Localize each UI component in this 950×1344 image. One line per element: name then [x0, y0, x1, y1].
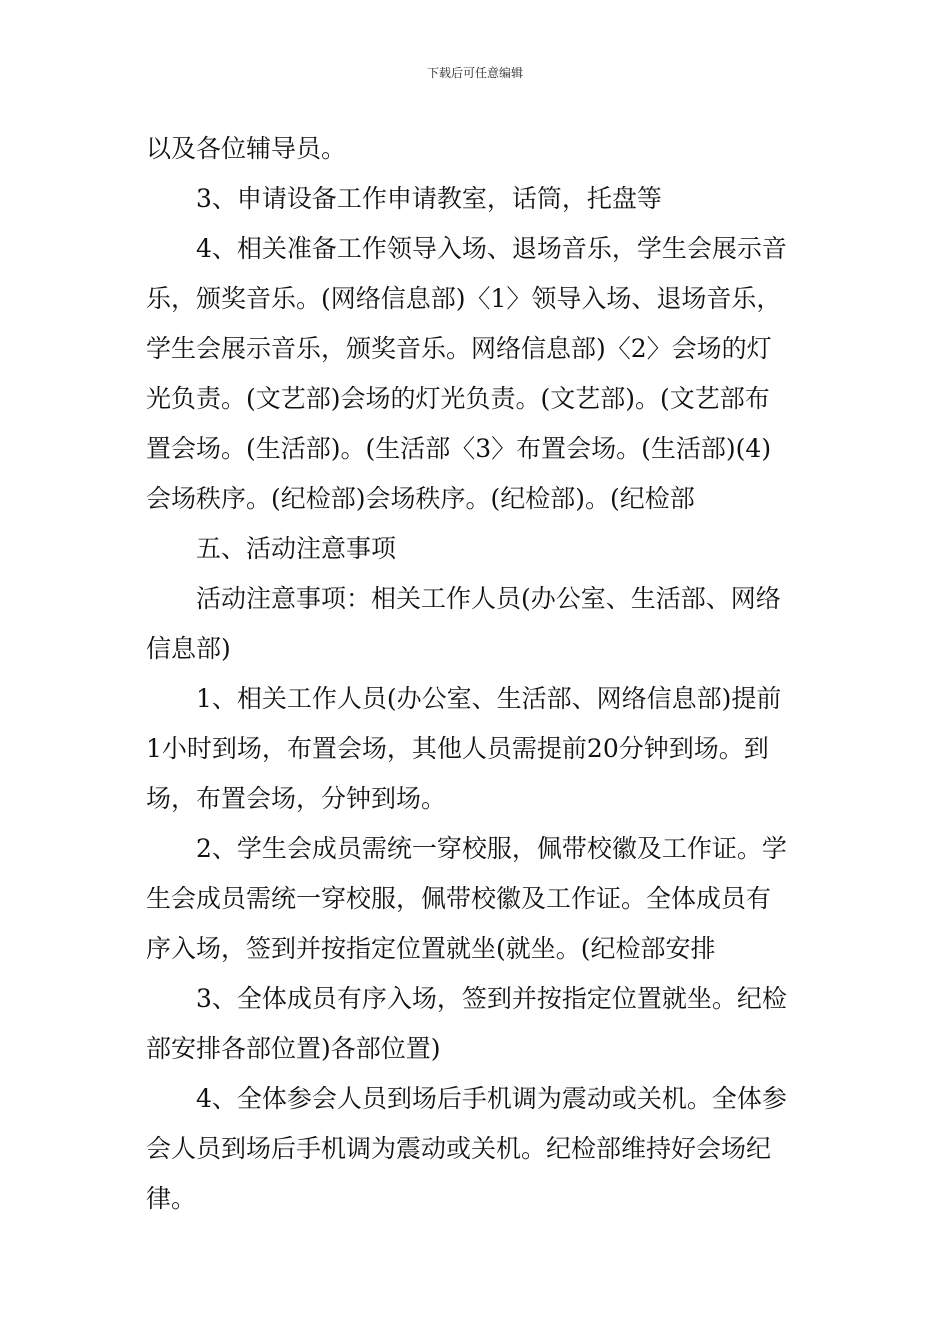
- text-line: 场，布置会场，分钟到场。: [146, 784, 447, 813]
- text-line: 会场秩序。(纪检部)会场秩序。(纪检部)。(纪检部: [146, 484, 695, 513]
- text-line: 以及各位辅导员。: [146, 134, 347, 163]
- text-line: 4、全体参会人员到场后手机调为震动或关机。全体参: [196, 1084, 787, 1113]
- page-header: 下载后可任意编辑: [426, 66, 523, 80]
- text-line: 乐，颁奖音乐。(网络信息部)〈1〉领导入场、退场音乐，: [146, 284, 782, 313]
- text-line: 序入场，签到并按指定位置就坐(就坐。(纪检部安排: [146, 934, 716, 963]
- text-line: 1、相关工作人员(办公室、生活部、网络信息部)提前: [196, 684, 782, 713]
- text-line: 学生会展示音乐，颁奖音乐。网络信息部)〈2〉会场的灯: [146, 334, 772, 363]
- text-line: 信息部): [146, 634, 231, 663]
- section-heading: 五、活动注意事项: [196, 534, 397, 563]
- text-line: 活动注意事项：相关工作人员(办公室、生活部、网络: [196, 584, 781, 613]
- document-body: [146, 124, 808, 1224]
- text-line: 3、全体成员有序入场，签到并按指定位置就坐。纪检: [196, 984, 787, 1013]
- text-line: 光负责。(文艺部)会场的灯光负责。(文艺部)。(文艺部布: [146, 384, 770, 413]
- text-line: 律。: [146, 1184, 197, 1213]
- text-line: 生会成员需统一穿校服，佩带校徽及工作证。全体成员有: [146, 884, 772, 913]
- text-line: 部安排各部位置)各部位置): [146, 1034, 441, 1063]
- text-line: 2、学生会成员需统一穿校服，佩带校徽及工作证。学: [196, 834, 787, 863]
- text-line: 1小时到场，布置会场，其他人员需提前20分钟到场。到: [146, 734, 769, 763]
- text-line: 3、申请设备工作申请教室，话筒，托盘等: [196, 184, 662, 213]
- text-line: 4、相关准备工作领导入场、退场音乐，学生会展示音: [196, 234, 787, 263]
- text-line: 会人员到场后手机调为震动或关机。纪检部维持好会场纪: [146, 1134, 772, 1163]
- text-line: 置会场。(生活部)。(生活部〈3〉布置会场。(生活部)(4): [146, 434, 772, 463]
